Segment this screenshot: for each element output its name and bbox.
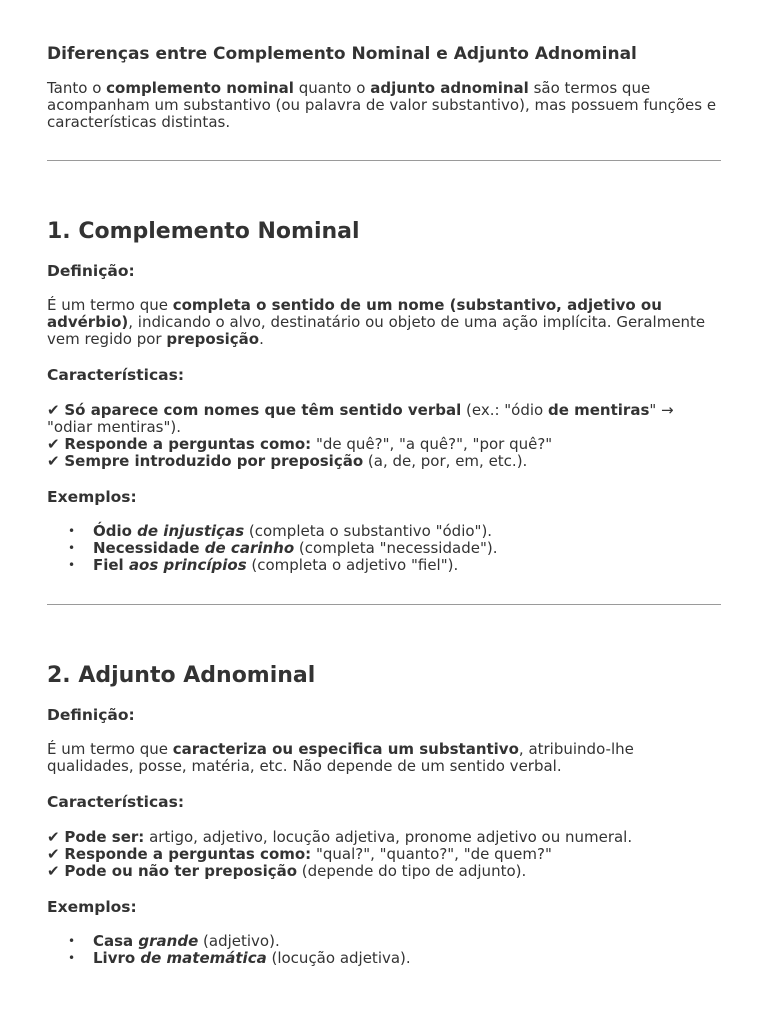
def-text-1: É um termo que [47, 296, 173, 314]
section-1-definition [47, 297, 721, 348]
check-icon: ✔ [47, 828, 60, 846]
section-1-examples [47, 523, 721, 574]
example-text: (completa "necessidade"). [294, 539, 498, 557]
check-icon: ✔ [47, 845, 60, 863]
section-2-examples-heading: Exemplos: [47, 898, 137, 916]
example-text: (completa o substantivo "ódio"). [244, 522, 493, 540]
document-title: Diferenças entre Complemento Nominal e Adjunto Adnominal [47, 44, 637, 64]
check-item [47, 829, 721, 846]
check-text-2: " → "odiar mentiras"). [47, 401, 674, 436]
check-bold: Sempre introduzido por preposição [64, 452, 364, 470]
check-text: (a, de, por, em, etc.). [363, 452, 528, 470]
example-text: (locução adjetiva). [266, 949, 411, 967]
check-text: artigo, adjetivo, locução adjetiva, pronome adjetivo ou numeral. [144, 828, 633, 846]
check-item [47, 846, 721, 863]
def-bold-1: completa o sentido de um nome (substantivo, adjetivo ou advérbio) [47, 296, 662, 331]
def-text-2: , atribuindo-lhe qualidades, posse, matéria, etc. Não depende de um sentido verbal. [47, 740, 634, 775]
example-italic: aos princípios [128, 556, 247, 574]
intro-text-3: são termos que acompanham um substantivo (ou palavra de valor substantivo), mas possuem funções e características distintas. [47, 79, 717, 131]
example-italic: de injustiças [137, 522, 245, 540]
example-bold: Ódio [93, 522, 138, 540]
intro-paragraph [47, 80, 721, 131]
check-text: (ex.: "ódio [461, 401, 548, 419]
example-bold: Livro [93, 949, 141, 967]
example-italic: de carinho [204, 539, 295, 557]
intro-text-1: Tanto o [47, 79, 107, 97]
section-2-characteristics-heading: Características: [47, 793, 185, 811]
section-2-characteristics [47, 829, 721, 880]
check-item [47, 436, 721, 453]
check-bold: Responde a perguntas como: [64, 435, 312, 453]
example-italic: grande [138, 932, 199, 950]
intro-bold-adjunto: adjunto adnominal [370, 79, 529, 97]
intro-bold-complemento: complemento nominal [106, 79, 294, 97]
check-icon: ✔ [47, 452, 60, 470]
section-1-heading: 1. Complemento Nominal [47, 219, 360, 244]
section-1-characteristics [47, 402, 721, 470]
list-item [47, 933, 721, 950]
check-bold: Responde a perguntas como: [64, 845, 312, 863]
section-1-characteristics-heading: Características: [47, 366, 185, 384]
def-bold-2: preposição [166, 330, 260, 348]
check-bold: Só aparece com nomes que têm sentido verbal [64, 401, 462, 419]
check-item [47, 402, 721, 436]
example-text: (completa o adjetivo "fiel"). [246, 556, 459, 574]
check-bold-2: de mentiras [548, 401, 650, 419]
section-1-definition-heading: Definição: [47, 262, 135, 280]
example-italic: de matemática [140, 949, 267, 967]
section-2-examples [47, 933, 721, 967]
def-text-3: . [259, 330, 264, 348]
check-text: "qual?", "quanto?", "de quem?" [311, 845, 552, 863]
list-item [47, 523, 721, 540]
list-item [47, 950, 721, 967]
check-text: (depende do tipo de adjunto). [297, 862, 527, 880]
example-text: (adjetivo). [198, 932, 280, 950]
example-bold: Necessidade [93, 539, 205, 557]
check-bold: Pode ser: [64, 828, 145, 846]
section-1-examples-heading: Exemplos: [47, 488, 137, 506]
check-icon: ✔ [47, 862, 60, 880]
divider-1 [47, 160, 721, 161]
section-2-definition [47, 741, 721, 775]
divider-2 [47, 604, 721, 605]
check-bold: Pode ou não ter preposição [64, 862, 298, 880]
intro-text-2: quanto o [293, 79, 371, 97]
def-text-1: É um termo que [47, 740, 173, 758]
example-bold: Fiel [93, 556, 129, 574]
example-bold: Casa [93, 932, 139, 950]
section-2-heading: 2. Adjunto Adnominal [47, 663, 316, 688]
check-item [47, 863, 721, 880]
section-2-definition-heading: Definição: [47, 706, 135, 724]
def-text-2: , indicando o alvo, destinatário ou objeto de uma ação implícita. Geralmente vem regido por [47, 313, 706, 348]
list-item [47, 540, 721, 557]
check-text: "de quê?", "a quê?", "por quê?" [311, 435, 553, 453]
list-item [47, 557, 721, 574]
check-item [47, 453, 721, 470]
def-bold-1: caracteriza ou especifica um substantivo [172, 740, 519, 758]
check-icon: ✔ [47, 435, 60, 453]
check-icon: ✔ [47, 401, 60, 419]
